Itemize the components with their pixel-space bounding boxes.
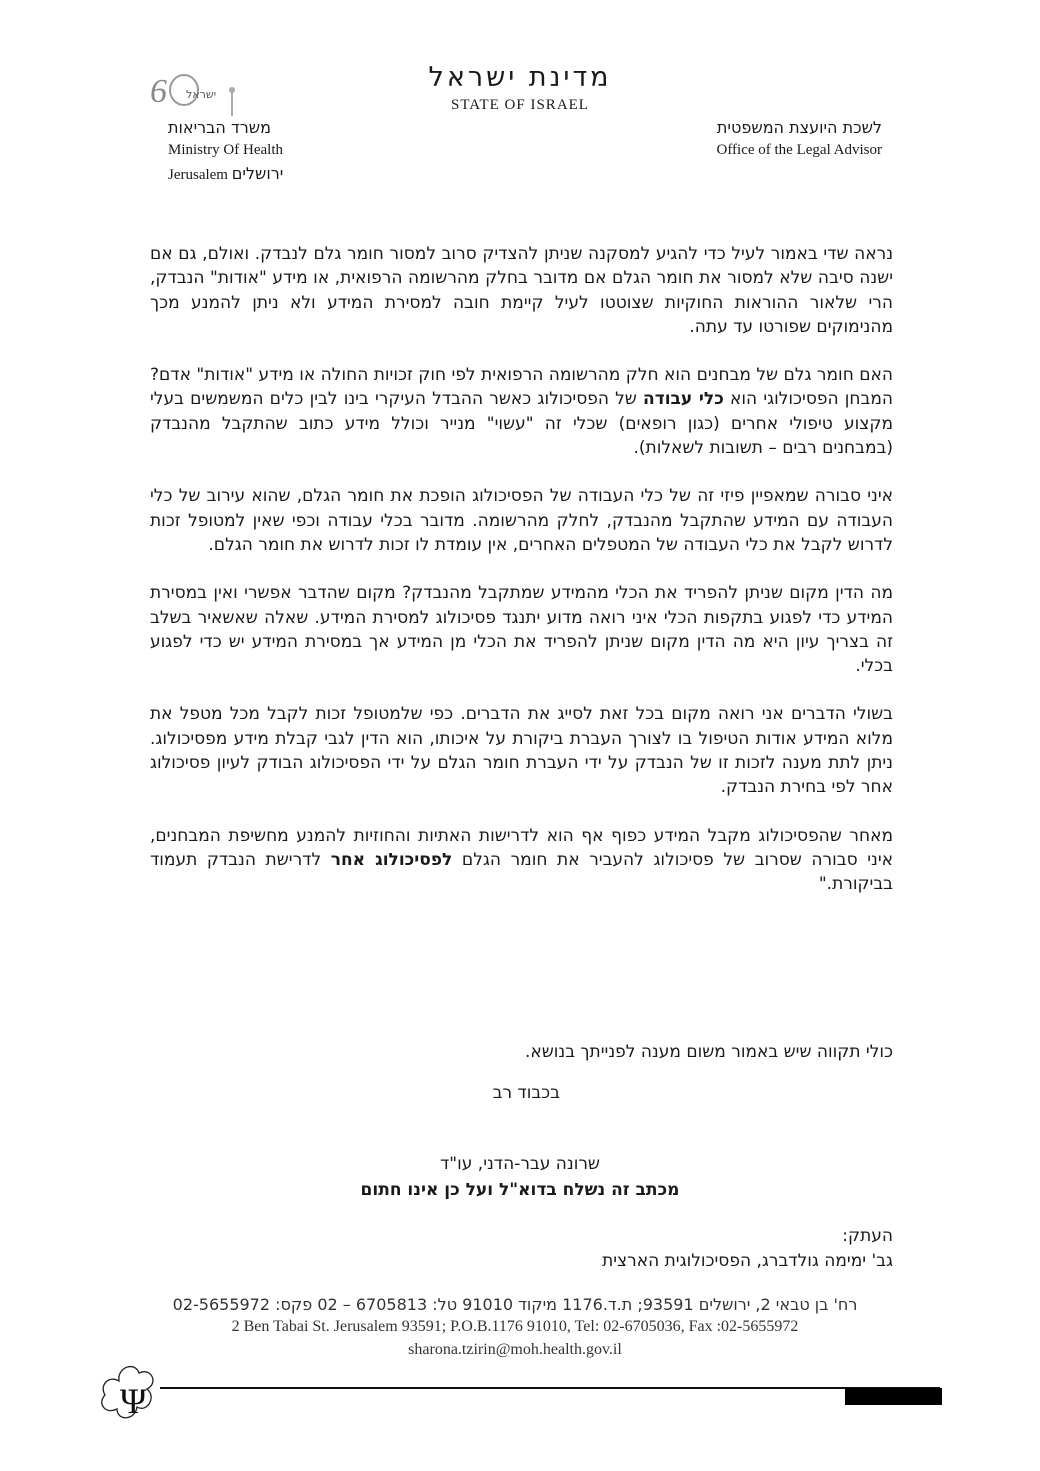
footer-address-english: 2 Ben Tabai St. Jerusalem 93591; P.O.B.1176 91010, Tel: 02-6705036, Fax :02-5655972 [231, 1318, 799, 1335]
israel-60-logo [148, 70, 248, 120]
ministry-name-english: Ministry Of Health [168, 142, 283, 158]
footer-black-bar [845, 1388, 942, 1405]
paragraph-1: נראה שדי באמור לעיל כדי להגיע למסקנה שניתן להצדיק סרוב למסור חומר גלם לנבדק. ואולם, גם אם ישנה סיבה שלא למסור את חומר הגלם אם מדובר בחלק מהרשומה הרפואית, או מידע "אודות" הנבדק, הרי שלאור ההוראות החוקיות שצוטטו לעיל קיימת חובה למסירת המידע ולא ניתן להמנע מכך מהנימוקים שפורטו עד עתה. [150, 244, 893, 337]
office-name-hebrew: לשכת היועצת המשפטית [716, 118, 882, 137]
city-english: Jerusalem [168, 167, 228, 183]
paragraph-6-emphasis: לפסיכולוג אחר [330, 849, 453, 870]
state-title-hebrew: מדינת ישראל [428, 62, 612, 93]
paragraph-2-emphasis: כלי עבודה [643, 389, 724, 410]
paragraph-5: בשולי הדברים אני רואה מקום בכל זאת לסייג את הדברים. כפי שלמטופל זכות לקבל מכל מטפל את מלוא המידע אודות הטיפול בו לצורך העברת ביקורת על איכותו, הוא הדין לגבי קבלת מידע מפסיכולוג. ניתן לתת מענה לזכות זו של הנבדק על ידי העברת חומר הגלם על ידי הפסיכולוג הבודק לעיון פסיכולוג אחר לפי בחירת הנבדק. [150, 704, 893, 798]
paragraph-3: איני סבורה שמאפיין פיזי זה של כלי העבודה של הפסיכולוג הופכת את חומר הגלם, שהוא עירוב של כלי העבודה עם המידע שהתקבל מהנבדק, לחלק מהרשומה. מדובר בכלי עבודה וכפי שאין למטופל זכות לדרוש לקבל את כלי העבודה של המטפלים האחרים, אין עומדת לו זכות לדרוש את חומר הגלם. [150, 486, 893, 555]
psi-symbol: Ψ [120, 1381, 147, 1421]
letter-body [150, 242, 893, 921]
footer-address-hebrew: רח' בן טבאי 2, ירושלים 93591; ת.ד.1176 מיקוד 91010 טל: 6705813 – 02 פקס: 02-5655972 [172, 1295, 858, 1314]
paragraph-4: מה הדין מקום שניתן להפריד את הכלי מהמידע שמתקבל מהנבדק? מקום שהדבר אפשרי ואין במסירת המידע כדי לפגוע בתקפות הכלי איני רואה מדוע יתנגד פסיכולוג למסירת המידע. שאלה שאשאיר בשלב זה בצריך עיון היא מה הדין מקום שניתן להפריד את הכלי מן המידע אך במסירת המידע יש כדי לפגוע בכלי. [150, 583, 893, 677]
footer-email: sharona.tzirin@moh.health.gov.il [408, 1341, 622, 1358]
cc-label: העתק: [842, 1226, 893, 1246]
unsigned-notice: מכתב זה נשלח בדוא"ל ועל כן אינו חתום [360, 1180, 680, 1200]
paragraph-6: מאחר שהפסיכולוג מקבל המידע כפוף אף הוא לדרישות האתיות והחוזיות להמנע מחשיפת המבחנים, איני סבורה שסרוב של פסיכולוג להעביר את חומר הגלם לפסיכולוג אחר לדרישת הנבדק תעמוד בביקורת." [150, 825, 894, 895]
psychology-psi-icon [95, 1355, 165, 1425]
ministry-name-hebrew: משרד הבריאות [168, 118, 271, 137]
paragraph-2: האם חומר גלם של מבחנים הוא חלק מהרשומה הרפואית לפי חוק זכויות החולה או מידע "אודות" אדם? המבחן הפסיכולוגי הוא כלי עבודה של הפסיכולוג כאשר ההבדל העיקרי בינו לבין כלים המשמשים בעלי מקצוע טיפולי אחרים (כגון רופאים) שכלי זה "עשוי" מנייר וכולל מידע כתוב שהתקבל מהנבדק (במבחנים רבים – תשובות לשאלות). [150, 365, 894, 459]
city-hebrew: ירושלים [231, 164, 284, 183]
state-title-english: STATE OF ISRAEL [451, 97, 589, 113]
office-name-english: Office of the Legal Advisor [716, 142, 882, 158]
cc-recipient: גב' ימימה גולדברג, הפסיכולוגית הארצית [602, 1251, 893, 1271]
closing-line: כולי תקווה שיש באמור משום מענה לפנייתך בנושא. [524, 1042, 893, 1062]
logo-caption: ישראל [186, 88, 217, 101]
svg-text:6: 6 [150, 73, 167, 110]
signer-name: שרונה עבר-הדני, עו"ד [440, 1154, 600, 1174]
regards: בכבוד רב [492, 1083, 560, 1103]
ministry-city [168, 164, 283, 184]
footer-divider [160, 1387, 940, 1389]
